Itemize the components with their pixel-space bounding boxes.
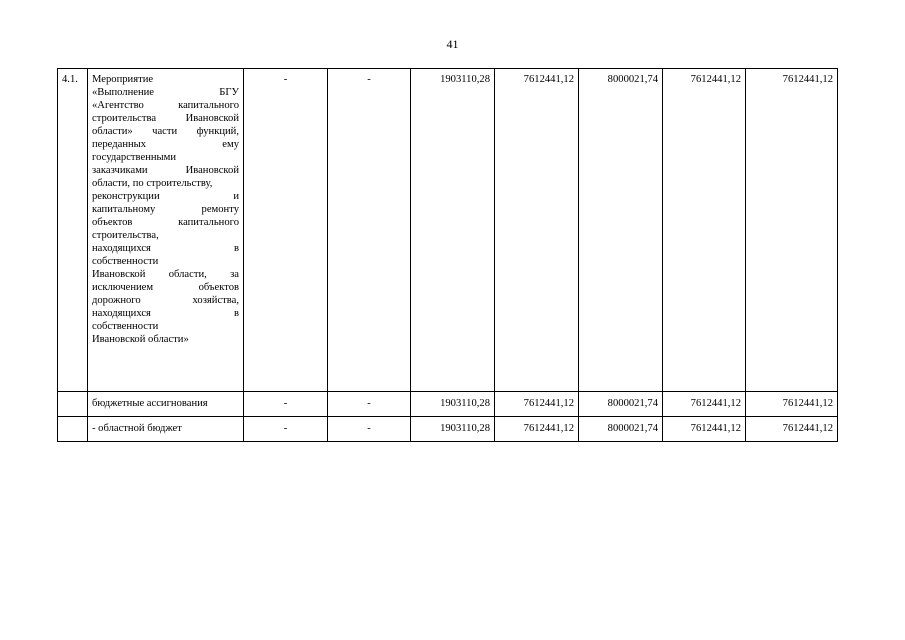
activity-description	[92, 73, 239, 346]
description-line	[92, 203, 239, 216]
description-line	[92, 294, 239, 307]
description-word: переданных	[92, 139, 147, 150]
description-word: и	[233, 191, 239, 202]
value-cell: 7612441,12	[495, 69, 579, 392]
description-line	[92, 268, 239, 281]
description-word: исключением	[92, 282, 154, 293]
description-word: хозяйства,	[192, 295, 239, 306]
value-cell: 7612441,12	[663, 392, 746, 417]
value-cell: 7612441,12	[495, 392, 579, 417]
description-line	[92, 151, 239, 164]
description-word: находящихся	[92, 308, 151, 319]
description-line	[92, 242, 239, 255]
description-word: ему	[222, 139, 239, 150]
description-line	[92, 138, 239, 151]
description-word: капитальному	[92, 204, 156, 215]
description-word: области,	[168, 269, 207, 280]
value-cell: 7612441,12	[746, 417, 838, 442]
description-line	[92, 86, 239, 99]
description-word: «Агентство	[92, 100, 144, 111]
page-number: 41	[446, 37, 459, 51]
description-line	[92, 99, 239, 112]
description-word: капитального	[178, 100, 239, 111]
row-description-cell: бюджетные ассигнования	[88, 392, 244, 417]
description-word: Ивановской	[185, 165, 239, 176]
description-word: капитального	[178, 217, 239, 228]
description-word: в	[233, 243, 239, 254]
description-line	[92, 216, 239, 229]
description-line	[92, 190, 239, 203]
description-word: ремонту	[201, 204, 239, 215]
value-cell: 1903110,28	[411, 392, 495, 417]
description-word: области, по строительству,	[92, 178, 213, 189]
description-word: Мероприятие	[92, 74, 154, 85]
value-cell: 8000021,74	[579, 392, 663, 417]
description-line	[92, 112, 239, 125]
description-line	[92, 320, 239, 333]
description-word: функций,	[196, 126, 239, 137]
value-cell: -	[328, 392, 411, 417]
value-cell: 1903110,28	[411, 69, 495, 392]
description-word: области»	[92, 126, 133, 137]
value-cell: -	[244, 69, 328, 392]
table-row	[58, 392, 838, 417]
description-word: объектов	[198, 282, 239, 293]
description-word: части	[152, 126, 178, 137]
description-word: реконструкции	[92, 191, 160, 202]
description-word: дорожного	[92, 295, 141, 306]
description-line	[92, 281, 239, 294]
description-word: в	[233, 308, 239, 319]
description-word: объектов	[92, 217, 133, 228]
value-cell: 8000021,74	[579, 69, 663, 392]
description-word: строительства,	[92, 230, 159, 241]
value-cell: -	[328, 69, 411, 392]
value-cell: 7612441,12	[663, 69, 746, 392]
value-cell: 1903110,28	[411, 417, 495, 442]
description-word: «Выполнение	[92, 87, 155, 98]
description-word: государственными	[92, 152, 177, 163]
description-line	[92, 164, 239, 177]
description-line	[92, 73, 239, 86]
description-word: собственности	[92, 256, 159, 267]
description-word: Ивановской	[92, 269, 146, 280]
value-cell: -	[244, 392, 328, 417]
description-line	[92, 125, 239, 138]
row-code-cell	[58, 417, 88, 442]
row-description-cell: - областной бюджет	[88, 417, 244, 442]
value-cell: -	[328, 417, 411, 442]
value-cell: 8000021,74	[579, 417, 663, 442]
description-line	[92, 229, 239, 242]
description-line	[92, 177, 239, 190]
description-word: за	[230, 269, 239, 280]
row-code-cell: 4.1.	[58, 69, 88, 392]
value-cell: -	[244, 417, 328, 442]
description-word: собственности	[92, 321, 159, 332]
value-cell: 7612441,12	[495, 417, 579, 442]
row-code-cell	[58, 392, 88, 417]
description-word: Ивановской области»	[92, 334, 189, 345]
value-cell: 7612441,12	[663, 417, 746, 442]
table-row	[58, 417, 838, 442]
description-line	[92, 333, 239, 346]
table-row	[58, 69, 838, 392]
value-cell: 7612441,12	[746, 392, 838, 417]
description-line	[92, 307, 239, 320]
description-word: строительства	[92, 113, 157, 124]
description-word: находящихся	[92, 243, 151, 254]
value-cell: 7612441,12	[746, 69, 838, 392]
description-word: Ивановской	[185, 113, 239, 124]
description-word: БГУ	[219, 87, 239, 98]
description-word: заказчиками	[92, 165, 148, 176]
budget-table	[57, 68, 838, 442]
description-line	[92, 255, 239, 268]
activity-description-cell	[88, 69, 244, 392]
